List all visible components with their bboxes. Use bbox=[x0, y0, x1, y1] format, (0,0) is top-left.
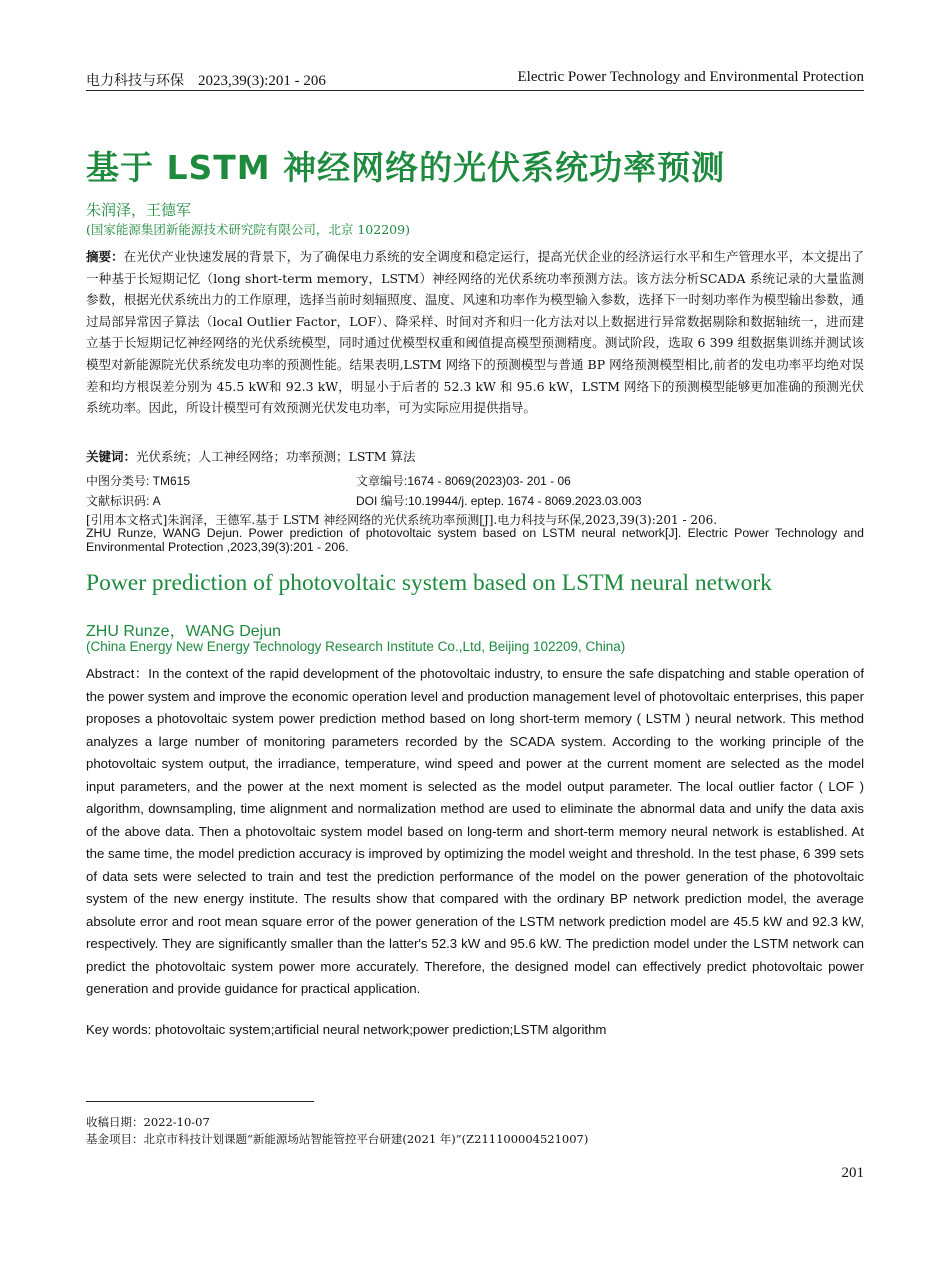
fund-value: 北京市科技计划课题“新能源场站智能管控平台研建(2021 年)”(Z211100004521007) bbox=[143, 1132, 589, 1146]
abstract-cn bbox=[86, 246, 864, 419]
footnote-divider bbox=[86, 1101, 314, 1102]
affiliation-cn: (国家能源集团新能源技术研究院有限公司，北京 102209) bbox=[86, 222, 410, 237]
doi-value: 10.19944/j. eptep. 1674 - 8069.2023.03.003 bbox=[408, 494, 642, 508]
article-number-value: 1674 - 8069(2023)03- 201 - 06 bbox=[407, 474, 571, 488]
affiliation-en: (China Energy New Energy Technology Research Institute Co.,Ltd, Beijing 102209, China) bbox=[86, 639, 626, 654]
citation-label: [引用本文格式] bbox=[86, 513, 168, 527]
journal-name-en: Electric Power Technology and Environmental Protection bbox=[517, 69, 864, 85]
title-cn: 基于 LSTM 神经网络的光伏系统功率预测 bbox=[86, 148, 726, 187]
funding bbox=[86, 1131, 588, 1147]
classification-row-2 bbox=[86, 492, 864, 509]
keywords-cn bbox=[86, 447, 416, 465]
abstract-en-label: Abstract： bbox=[86, 666, 149, 681]
abstract-en bbox=[86, 663, 864, 1001]
issue-info: 2023,39(3):201 - 206 bbox=[198, 73, 326, 89]
received-value: 2022-10-07 bbox=[143, 1115, 210, 1129]
doi bbox=[356, 492, 642, 509]
journal-name-cn: 电力科技与环保 bbox=[86, 73, 184, 89]
clc-label: 中图分类号: bbox=[86, 474, 153, 488]
classification-row-1 bbox=[86, 472, 864, 489]
received-label: 收稿日期： bbox=[86, 1115, 144, 1129]
doc-code-label: 文献标识码: bbox=[86, 494, 153, 508]
abstract-cn-label: 摘要： bbox=[86, 249, 124, 264]
fund-label: 基金项目： bbox=[86, 1132, 144, 1146]
clc-value: TM615 bbox=[152, 474, 191, 488]
doi-label: DOI 编号: bbox=[356, 494, 409, 508]
citation-text-cn: 朱润泽，王德军.基于 LSTM 神经网络的光伏系统功率预测[J].电力科技与环保,2023,39(3):201 - 206. bbox=[167, 513, 718, 527]
abstract-en-text: In the context of the rapid development of the photovoltaic industry, to ensure the safe dispatching and stable operation of the power system and improve the economic operation level and production management level of photovoltaic enterprises, this paper proposes a photovoltaic system power prediction method based on long short-term memory ( LSTM ) neural network. This method analyzes a large number of monitoring parameters recorded by the SCADA system. According to the working principle of the photovoltaic system output, the irradiance, temperature, wind speed and power at the current moment are selected as the model input parameters, and the power at the next moment is selected as the model output parameter. The local outlier factor ( LOF ) algorithm, downsampling, time alignment and normalization method are used to eliminate the abnormal data and unify the data axis of the above data. Then a photovoltaic system model based on long-term and short-term memory neural network is established. At the same time, the model prediction accuracy is improved by optimizing the model weight and threshold. In the test phase, 6 399 sets of data sets were selected to train and test the prediction performance of the model on the power generation of the photovoltaic system of the new energy institute. The results show that compared with the ordinary BP network prediction model, the average absolute error and root mean square error of the power generation of the LSTM network prediction model are 45.5 kW and 92.3 kW, respectively. They are significantly smaller than the latter's 52.3 kW and 95.6 kW. The prediction model under the LSTM network can predict the photovoltaic system power more accurately. Therefore, the designed model can effectively predict photovoltaic power generation and provide guidance for practical application. bbox=[86, 666, 864, 996]
doc-code-value: A bbox=[152, 494, 161, 508]
received-date bbox=[86, 1114, 210, 1130]
abstract-cn-text: 在光伏产业快速发展的背景下，为了确保电力系统的安全调度和稳定运行，提高光伏企业的经济运行水平和生产管理水平，本文提出了一种基于长短期记忆（long short-term memory，LSTM）神经网络的光伏系统功率预测方法。该方法分析SCADA 系统记录的大量监测参数，根据光伏系统出力的工作原理，选择当前时刻辐照度、温度、风速和功率作为模型输入参数，选择下一时刻功率作为模型输出参数，通过局部异常因子算法（local Outlier Factor，LOF）、降采样、时间对齐和归一化方法对以上数据进行异常数据剔除和数据轴统一，进而建立基于长短期记忆神经网络的光伏系统模型，同时通过优模型权重和阈值提高模型预测精度。测试阶段，选取 6 399 组数据集训练并测试该模型对新能源院光伏系统发电功率的预测性能。结果表明,LSTM 网络下的预测模型与普通 BP 网络预测模型相比,前者的发电功率平均绝对误差和均方根误差分别为 45.5 kW和 92.3 kW，明显小于后者的 52.3 kW 和 95.6 kW，LSTM 网络下的预测模型能够更加准确的预测光伏系统功率。因此，所设计模型可有效预测光伏发电功率，可为实际应用提供指导。 bbox=[86, 249, 864, 416]
keywords-cn-label: 关键词： bbox=[86, 449, 137, 464]
article-number-label: 文章编号: bbox=[356, 474, 408, 488]
keywords-en: Key words: photovoltaic system;artificial neural network;power prediction;LSTM algorithm bbox=[86, 1022, 607, 1037]
authors-en: ZHU Runze，WANG Dejun bbox=[86, 623, 282, 640]
authors-cn: 朱润泽，王德军 bbox=[86, 201, 192, 219]
citation-en: ZHU Runze, WANG Dejun. Power prediction of photovoltaic system based on LSTM neural network[J]. Electric Power Technology and Environmental Protection ,2023,39(3):201 - 206. bbox=[86, 526, 864, 554]
running-head bbox=[86, 68, 864, 91]
keywords-cn-text: 光伏系统；人工神经网络；功率预测；LSTM 算法 bbox=[136, 449, 416, 464]
page-number: 201 bbox=[841, 1165, 864, 1181]
article-number bbox=[356, 472, 571, 489]
title-en: Power prediction of photovoltaic system based on LSTM neural network bbox=[86, 570, 772, 596]
journal-info bbox=[86, 70, 326, 90]
